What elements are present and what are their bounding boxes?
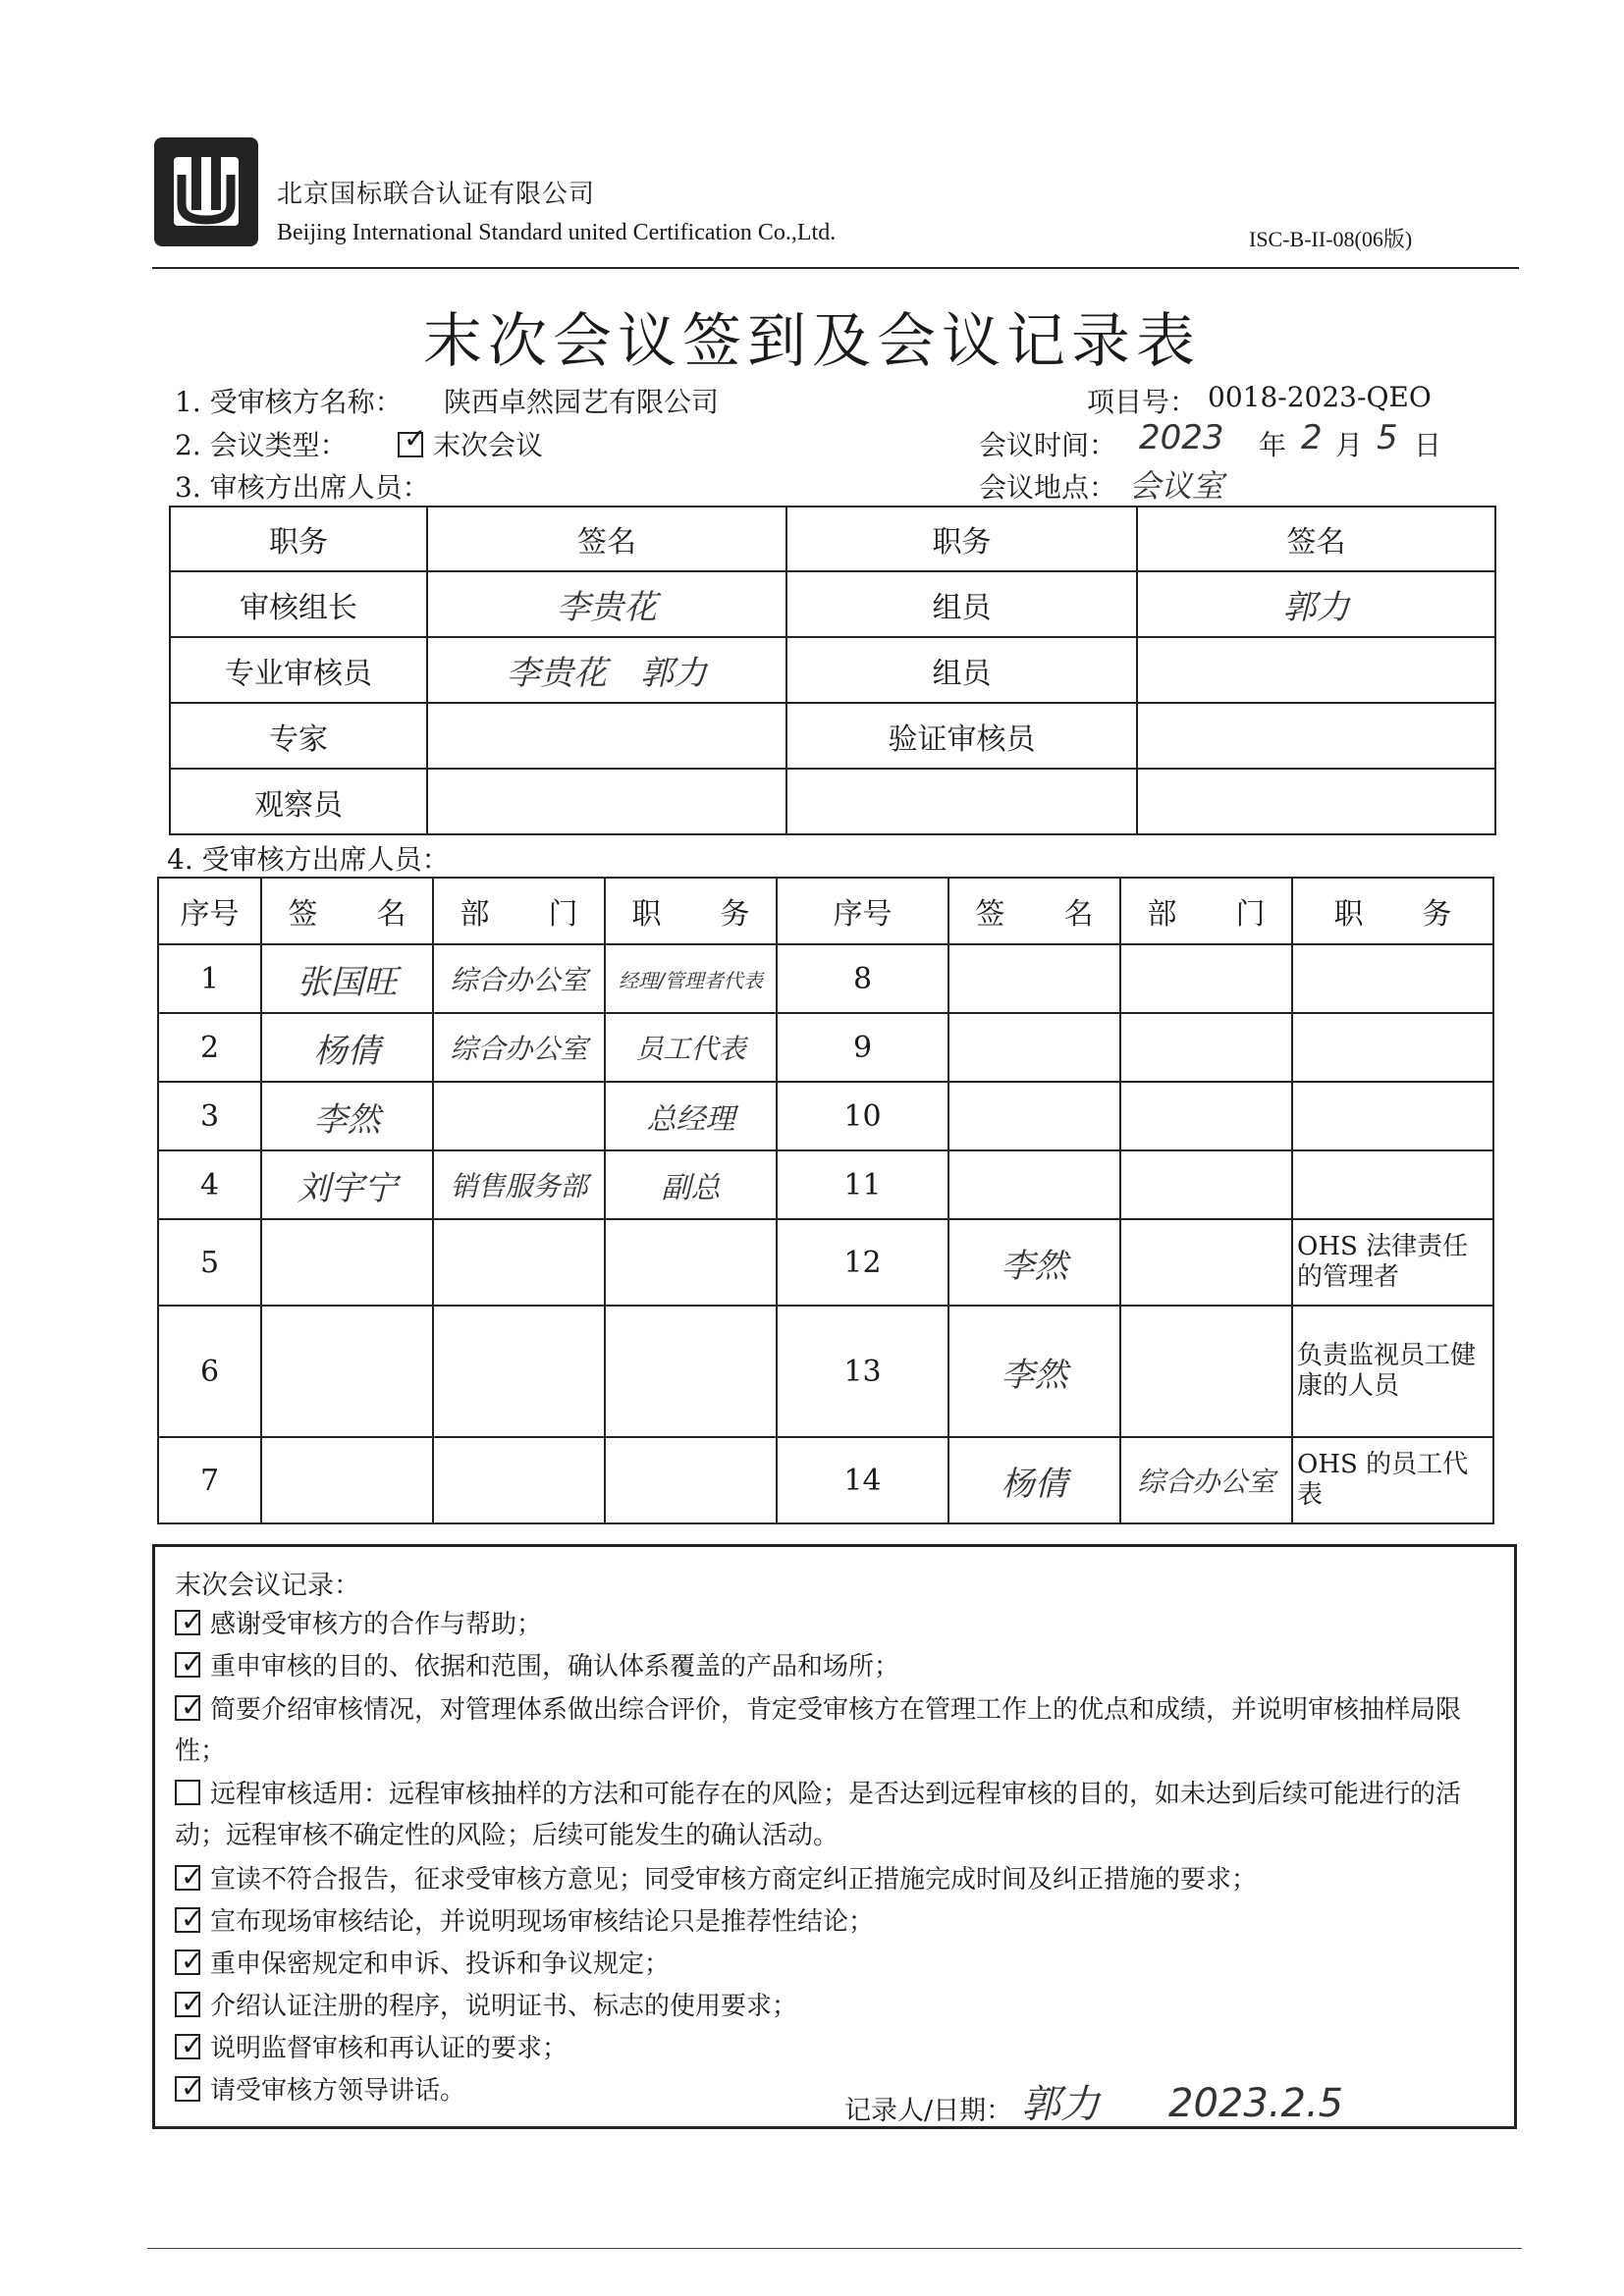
auditor-attendees-label: 3. 审核方出席人员：: [175, 471, 430, 504]
footer-divider: [147, 2248, 1522, 2249]
department-cell: 销售服务部: [433, 1150, 605, 1219]
auditee-attendance-table: [157, 877, 1494, 1524]
role-cell: 专业审核员: [170, 637, 427, 703]
signature-cell: 杨倩: [948, 1437, 1120, 1523]
header-divider: [152, 267, 1519, 269]
meeting-type-checkbox: [398, 432, 423, 457]
role-cell: 观察员: [170, 769, 427, 834]
seq-cell: 13: [777, 1306, 948, 1437]
record-checkbox: [175, 1907, 200, 1933]
seq-cell: 1: [158, 944, 261, 1013]
signature-cell: 郭力: [1137, 571, 1495, 637]
signature-cell: [948, 1150, 1120, 1219]
table-row: [158, 944, 1493, 1013]
position-cell: 经理/管理者代表: [605, 944, 777, 1013]
record-checkbox: [175, 1780, 200, 1805]
company-name-cn: 北京国标联合认证有限公司: [277, 180, 596, 209]
seq-cell: 11: [777, 1150, 948, 1219]
signature-cell: [427, 703, 786, 769]
signature-cell: 李贵花: [427, 571, 786, 637]
record-item: 远程审核适用：远程审核抽样的方法和可能存在的风险；是否达到远程审核的目的，如未达到后续可能进行的活动；远程审核不确定性的风险；后续可能发生的确认活动。: [175, 1780, 1462, 1850]
meeting-type-label: 2. 会议类型：: [175, 429, 348, 461]
department-cell: [1120, 1150, 1292, 1219]
signature-cell: [261, 1219, 433, 1306]
table-row: [170, 571, 1495, 637]
signature-cell: 李然: [948, 1219, 1120, 1306]
meeting-location-value: 会议室: [1129, 467, 1224, 505]
table-row: [158, 1150, 1493, 1219]
record-item: ✓请受审核方领导讲话。: [175, 2071, 764, 2112]
seq-cell: 10: [777, 1082, 948, 1150]
position-cell: 副总: [605, 1150, 777, 1219]
table-row: [158, 1306, 1493, 1437]
auditor-attendance-table: [169, 506, 1496, 835]
signature-cell: 李然: [948, 1306, 1120, 1437]
signature-cell: [1137, 769, 1495, 834]
record-checkbox: [175, 1610, 200, 1635]
header-department: 部 门: [433, 878, 605, 944]
record-item: ✓简要介绍审核情况，对管理体系做出综合评价，肯定受审核方在管理工作上的优点和成绩，并说明审核抽样局限性；: [175, 1690, 1490, 1772]
record-checkbox: [175, 2034, 200, 2059]
role-cell: 审核组长: [170, 571, 427, 637]
department-cell: [1120, 1013, 1292, 1082]
position-cell: 总经理: [605, 1082, 777, 1150]
table-row: [170, 637, 1495, 703]
recorder-signature: 郭力: [1021, 2082, 1100, 2127]
role-cell: 验证审核员: [786, 703, 1137, 769]
record-item: ✓重申审核的目的、依据和范围，确认体系覆盖的产品和场所；: [175, 1647, 1490, 1688]
signature-cell: 李贵花 郭力: [427, 637, 786, 703]
role-cell: 专家: [170, 703, 427, 769]
signature-cell: [948, 944, 1120, 1013]
header-role: 职务: [170, 507, 427, 571]
document-code: ISC-B-II-08(06版): [1249, 227, 1413, 251]
record-checkbox: [175, 2076, 200, 2102]
meeting-day: 5: [1377, 418, 1398, 457]
page-title: 末次会议签到及会议记录表: [423, 307, 1201, 376]
header-role: 职务: [786, 507, 1137, 571]
header-seq: 序号: [777, 878, 948, 944]
header-signature: 签名: [1137, 507, 1495, 571]
table-row: [158, 1082, 1493, 1150]
seq-cell: 7: [158, 1437, 261, 1523]
role-cell: 组员: [786, 637, 1137, 703]
recorder-label: 记录人/日期：: [844, 2096, 1013, 2126]
auditee-attendees-label: 4. 受审核方出席人员：: [167, 843, 450, 876]
seq-cell: 3: [158, 1082, 261, 1150]
record-item: ✓说明监督审核和再认证的要求；: [175, 2029, 1490, 2070]
position-cell: [605, 1437, 777, 1523]
position-cell: [605, 1219, 777, 1306]
meeting-location-label: 会议地点：: [979, 471, 1117, 504]
header-seq: 序号: [158, 878, 261, 944]
signature-cell: [1137, 703, 1495, 769]
header-signature: 签名: [427, 507, 786, 571]
auditee-name-label: 1. 受审核方名称：: [175, 386, 403, 418]
department-cell: 综合办公室: [433, 944, 605, 1013]
record-checkbox: [175, 1865, 200, 1891]
record-checkbox: [175, 1992, 200, 2017]
table-row: [158, 1437, 1493, 1523]
position-cell: OHS 法律责任的管理者: [1292, 1219, 1493, 1306]
department-cell: [433, 1219, 605, 1306]
table-row: [158, 1219, 1493, 1306]
signature-cell: [261, 1437, 433, 1523]
role-cell: 组员: [786, 571, 1137, 637]
signature-cell: 刘宇宁: [261, 1150, 433, 1219]
record-item: ✓介绍认证注册的程序，说明证书、标志的使用要求；: [175, 1987, 1490, 2028]
position-cell: 员工代表: [605, 1013, 777, 1082]
seq-cell: 2: [158, 1013, 261, 1082]
department-cell: 综合办公室: [1120, 1437, 1292, 1523]
seq-cell: 8: [777, 944, 948, 1013]
month-unit: 月: [1335, 429, 1364, 461]
header-signature: 签 名: [948, 878, 1120, 944]
record-item: ✓重申保密规定和申诉、投诉和争议规定；: [175, 1945, 1490, 1986]
position-cell: OHS 的员工代表: [1292, 1437, 1493, 1523]
department-cell: [1120, 1306, 1292, 1437]
signature-cell: 杨倩: [261, 1013, 433, 1082]
department-cell: 综合办公室: [433, 1013, 605, 1082]
position-cell: [1292, 1013, 1493, 1082]
table-row: [158, 1013, 1493, 1082]
header-department: 部 门: [1120, 878, 1292, 944]
department-cell: [1120, 1219, 1292, 1306]
department-cell: [1120, 1082, 1292, 1150]
table-row: [170, 703, 1495, 769]
seq-cell: 4: [158, 1150, 261, 1219]
position-cell: 负责监视员工健康的人员: [1292, 1306, 1493, 1437]
auditor-table-header: [170, 507, 1495, 571]
position-cell: [1292, 944, 1493, 1013]
signature-cell: [948, 1013, 1120, 1082]
signature-cell: [948, 1082, 1120, 1150]
role-cell: [786, 769, 1137, 834]
seq-cell: 9: [777, 1013, 948, 1082]
record-checkbox: [175, 1652, 200, 1678]
seq-cell: 5: [158, 1219, 261, 1306]
meeting-year: 2023: [1139, 418, 1224, 457]
seq-cell: 12: [777, 1219, 948, 1306]
position-cell: [1292, 1082, 1493, 1150]
recorder-date: 2023.2.5: [1168, 2081, 1344, 2126]
signature-cell: 李然: [261, 1082, 433, 1150]
position-cell: [605, 1306, 777, 1437]
header-position: 职 务: [605, 878, 777, 944]
auditee-table-header: [158, 878, 1493, 944]
seq-cell: 14: [777, 1437, 948, 1523]
seq-cell: 6: [158, 1306, 261, 1437]
record-checkbox: [175, 1949, 200, 1975]
meeting-type-value: ✓ 末次会议: [398, 424, 543, 463]
meeting-time-label: 会议时间：: [979, 429, 1117, 461]
meeting-record-title: 末次会议记录：: [175, 1571, 360, 1601]
signature-cell: [427, 769, 786, 834]
company-logo: [152, 135, 260, 248]
company-name-en: Beijing International Standard united Certification Co.,Ltd.: [277, 220, 837, 245]
department-cell: [433, 1082, 605, 1150]
meeting-month: 2: [1301, 418, 1323, 457]
record-item: ✓宣布现场审核结论，并说明现场审核结论只是推荐性结论；: [175, 1902, 1490, 1944]
auditee-name-value: 陕西卓然园艺有限公司: [444, 386, 720, 418]
signature-cell: [1137, 637, 1495, 703]
signature-cell: 张国旺: [261, 944, 433, 1013]
record-checkbox: [175, 1695, 200, 1721]
project-number-label: 项目号：: [1087, 386, 1198, 418]
year-unit: 年: [1259, 429, 1287, 461]
position-cell: [1292, 1150, 1493, 1219]
department-cell: [1120, 944, 1292, 1013]
header-position: 职 务: [1292, 878, 1493, 944]
department-cell: [433, 1437, 605, 1523]
department-cell: [433, 1306, 605, 1437]
record-item: ✓感谢受审核方的合作与帮助；: [175, 1605, 1490, 1646]
project-number-value: 0018-2023-QEO: [1208, 381, 1432, 413]
signature-cell: [261, 1306, 433, 1437]
record-item: ✓宣读不符合报告，征求受审核方意见；同受审核方商定纠正措施完成时间及纠正措施的要求；: [175, 1860, 1490, 1901]
table-row: [170, 769, 1495, 834]
header-signature: 签 名: [261, 878, 433, 944]
day-unit: 日: [1414, 429, 1442, 461]
